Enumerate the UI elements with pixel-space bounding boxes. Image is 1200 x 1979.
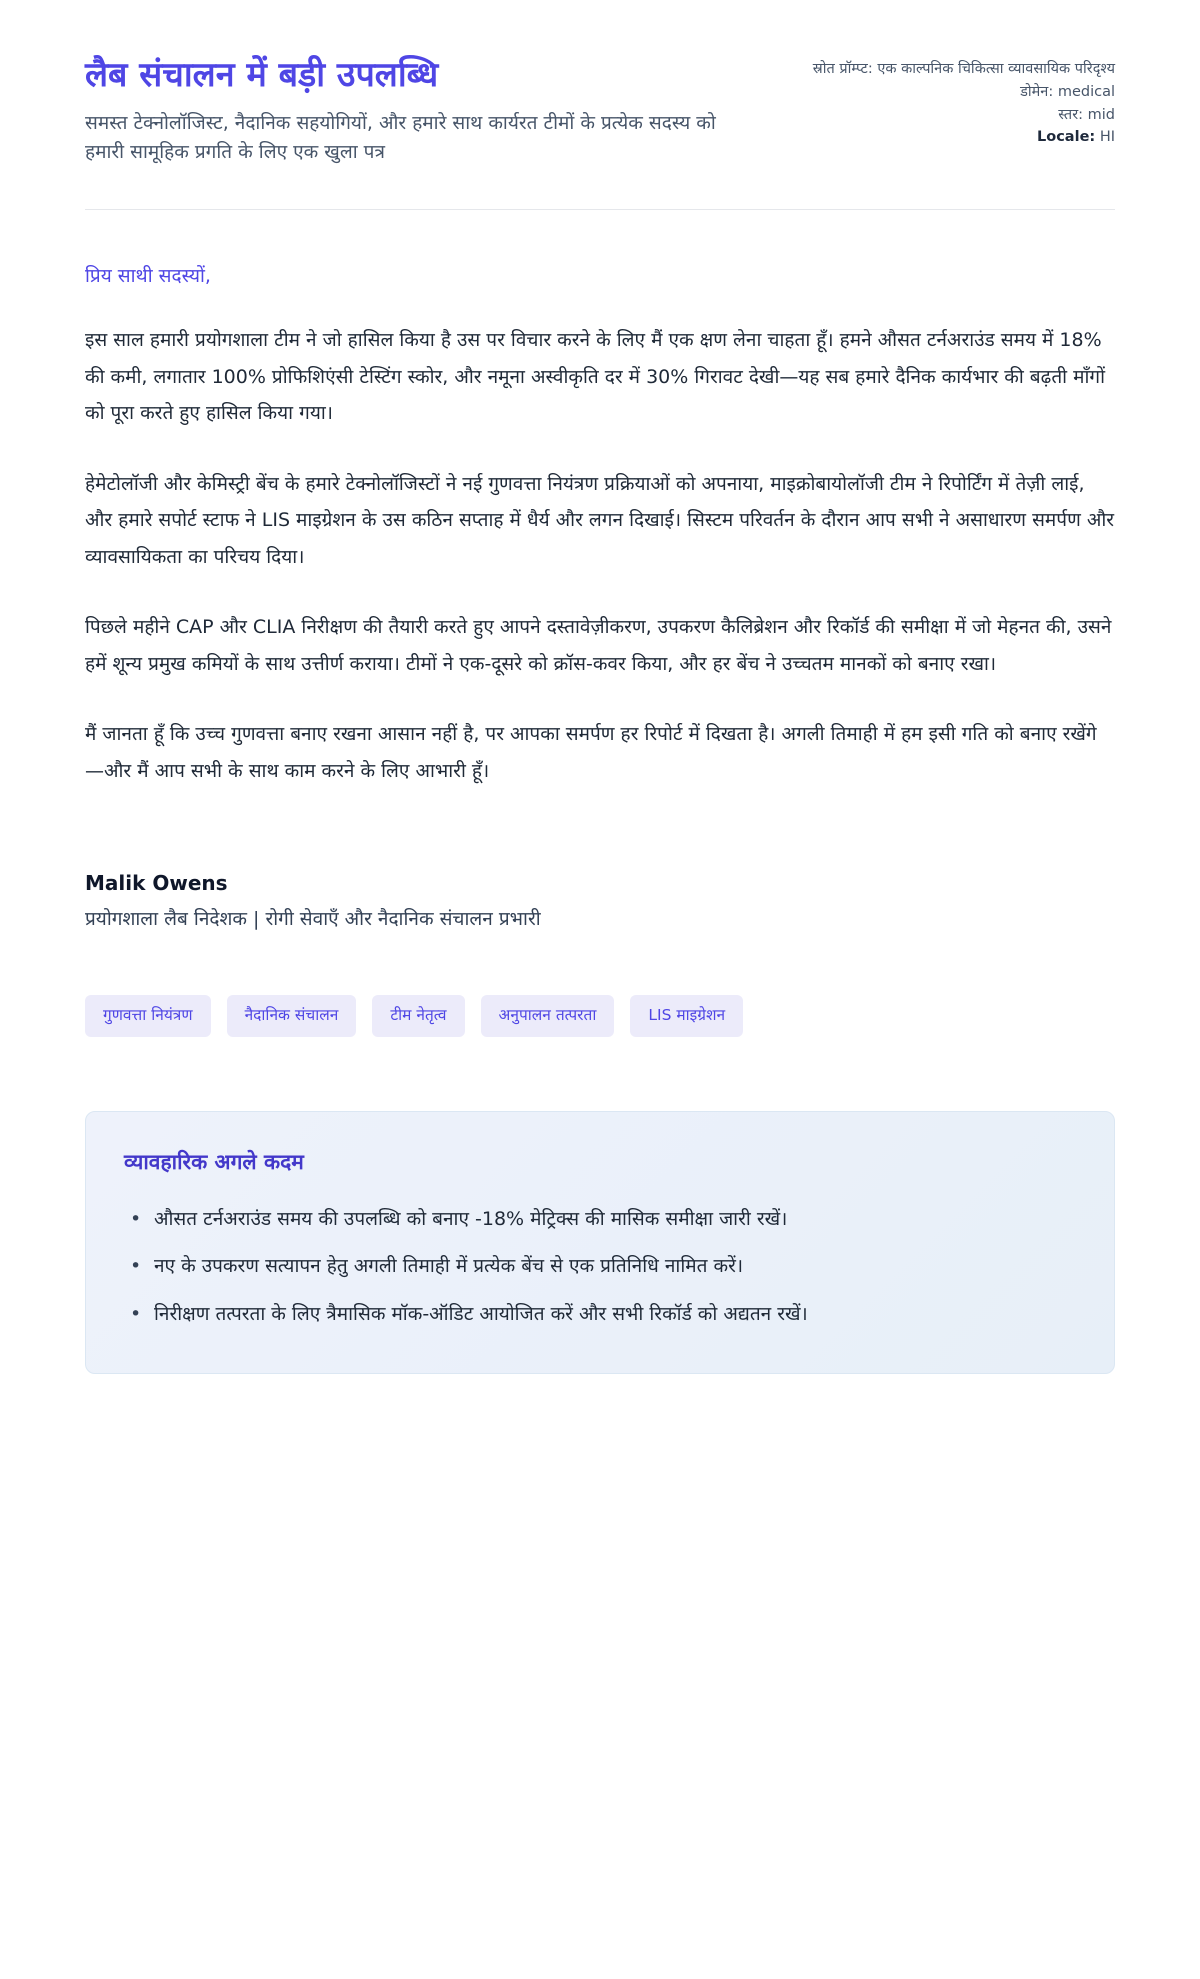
signature-name: Malik Owens	[85, 871, 228, 896]
document-meta	[805, 54, 1115, 149]
meta-locale	[805, 127, 1115, 149]
tag-chip[interactable]: टीम नेतृत्व	[372, 995, 464, 1037]
takeaway-item: • निरीक्षण तत्परता के लिए त्रैमासिक मॉक-ऑडिट आयोजित करें और सभी रिकॉर्ड को अद्यतन रखें।	[124, 1297, 1076, 1333]
meta-domain-label: डोमेन:	[1020, 83, 1054, 100]
meta-domain-value: medical	[1057, 83, 1115, 100]
takeaways-title: व्यावहारिक अगले कदम	[124, 1149, 304, 1174]
page-title: लैब संचालन में बड़ी उपलब्धि	[85, 55, 439, 95]
meta-locale-label: Locale:	[1037, 129, 1096, 146]
tag-chip[interactable]: गुणवत्ता नियंत्रण	[85, 995, 211, 1037]
meta-level-value: mid	[1087, 106, 1115, 123]
greeting-text: प्रिय साथी सदस्यों,	[85, 265, 211, 288]
body-paragraph: इस साल हमारी प्रयोगशाला टीम ने जो हासिल किया है उस पर विचार करने के लिए मैं एक क्षण लेना चाहता हूँ। हमने औसत टर्नअराउंड समय में 18% की कमी, लगातार 100% प्रोफिशिएंसी टेस्टिंग स्कोर, और नमूना अस्वीकृति दर में 30% गिरावट देखी—यह सब हमारे दैनिक कार्यभार की बढ़ती माँगों को पूरा करते हुए हासिल किया गया।	[85, 329, 1106, 425]
key-takeaways-box	[85, 1111, 1115, 1374]
tag-chip[interactable]: LIS माइग्रेशन	[630, 995, 743, 1037]
tag-list	[85, 995, 965, 1037]
takeaway-item: • नए के उपकरण सत्यापन हेतु अगली तिमाही में प्रत्येक बेंच से एक प्रतिनिधि नामित करें।	[124, 1249, 1076, 1285]
tag-chip[interactable]: अनुपालन तत्परता	[481, 995, 615, 1037]
meta-source: स्रोत प्रॉम्प्ट: एक काल्पनिक चिकित्सा व्यावसायिक परिदृश्य	[812, 61, 1115, 77]
body-paragraph: पिछले महीने CAP और CLIA निरीक्षण की तैयारी करते हुए आपने दस्तावेज़ीकरण, उपकरण कैलिब्रेशन और रिकॉर्ड की समीक्षा में जो मेहनत की, उसने हमें शून्य प्रमुख कमियों के साथ उत्तीर्ण कराया। टीमों ने एक-दूसरे को क्रॉस-कवर किया, और हर बेंच ने उच्चतम मानकों को बनाए रखा।	[85, 616, 1112, 675]
divider	[85, 209, 1115, 210]
meta-domain	[805, 82, 1115, 104]
signature-role: प्रयोगशाला लैब निदेशक | रोगी सेवाएँ और नैदानिक संचालन प्रभारी	[85, 908, 541, 931]
header-title-block	[85, 54, 730, 167]
meta-locale-value: HI	[1099, 129, 1115, 146]
page-subtitle: समस्त टेक्नोलॉजिस्ट, नैदानिक सहयोगियों, और हमारे साथ कार्यरत टीमों के प्रत्येक सदस्य को हमारी सामूहिक प्रगति के लिए एक खुला पत्र	[85, 111, 716, 163]
signature-block	[85, 871, 1115, 931]
meta-level	[805, 105, 1115, 127]
body-paragraph: हेमेटोलॉजी और केमिस्ट्री बेंच के हमारे टेक्नोलॉजिस्टों ने नई गुणवत्ता नियंत्रण प्रक्रियाओं को अपनाया, माइक्रोबायोलॉजी टीम ने रिपोर्टिंग में तेज़ी लाई, और हमारे सपोर्ट स्टाफ ने LIS माइग्रेशन के उस कठिन सप्ताह में धैर्य और लगन दिखाई। सिस्टम परिवर्तन के दौरान आप सभी ने असाधारण समर्पण और व्यावसायिकता का परिचय दिया।	[85, 472, 1115, 568]
document-header	[85, 54, 1115, 167]
letter-body	[85, 322, 1115, 789]
tag-chip[interactable]: नैदानिक संचालन	[227, 995, 357, 1037]
takeaway-item: • औसत टर्नअराउंड समय की उपलब्धि को बनाए -18% मेट्रिक्स की मासिक समीक्षा जारी रखें।	[124, 1202, 1076, 1238]
body-paragraph: मैं जानता हूँ कि उच्च गुणवत्ता बनाए रखना आसान नहीं है, पर आपका समर्पण हर रिपोर्ट में दिखता है। अगली तिमाही में हम इसी गति को बनाए रखेंगे—और मैं आप सभी के साथ काम करने के लिए आभारी हूँ।	[85, 723, 1097, 782]
meta-level-label: स्तर:	[1058, 106, 1084, 123]
letter-document	[85, 0, 1115, 1444]
takeaways-list	[124, 1202, 1076, 1333]
